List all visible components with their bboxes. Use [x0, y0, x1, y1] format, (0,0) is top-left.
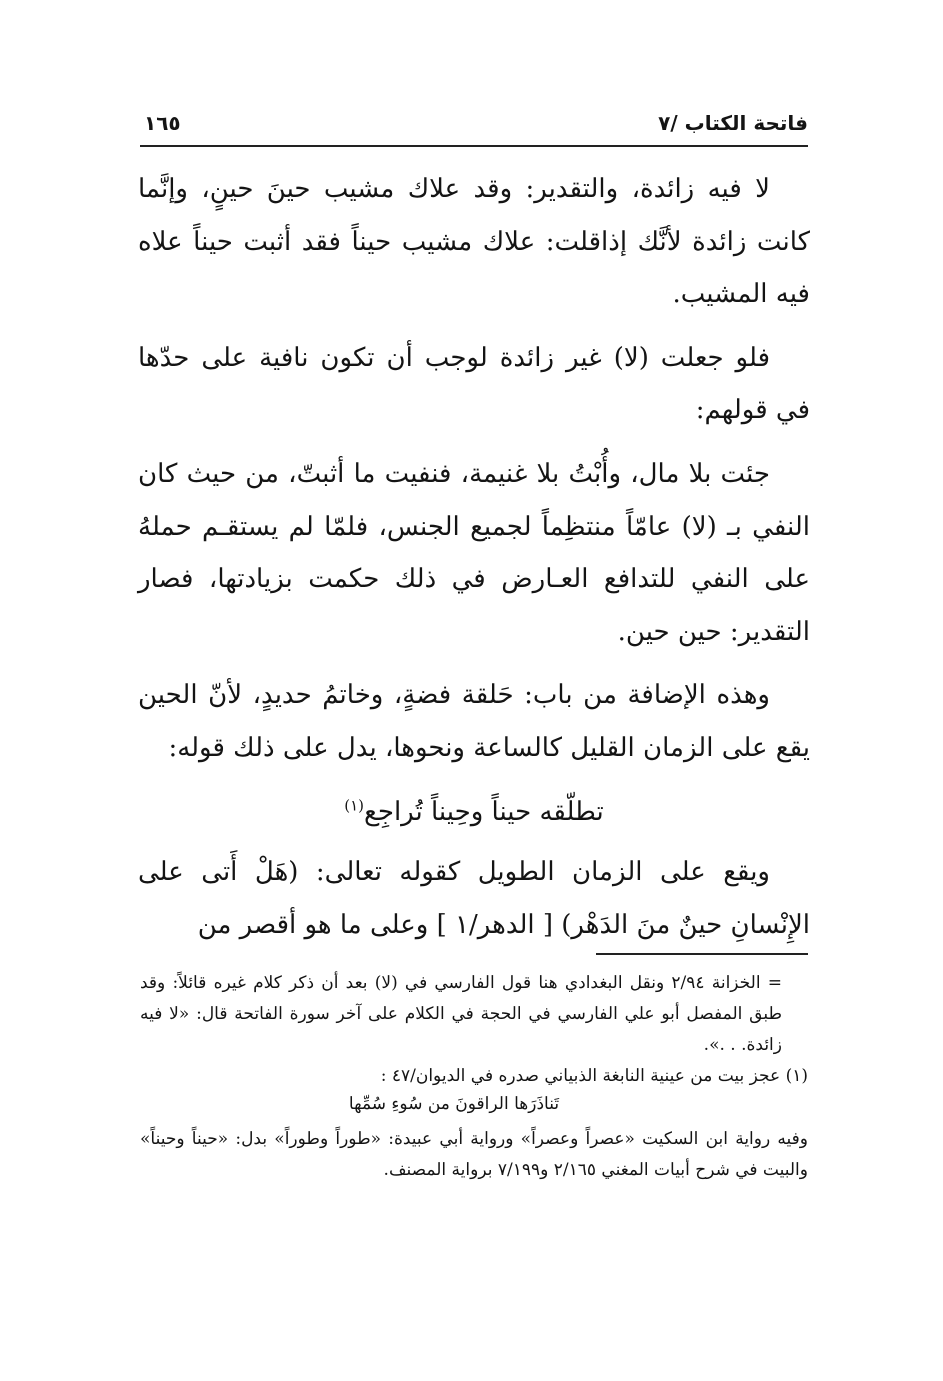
footnotes [140, 968, 808, 1186]
footnote-1: (١) عجز بيت من عينية النابغة الذبياني صدره في الديوان/٤٧ : [380, 1066, 808, 1086]
footnote-divider [596, 953, 808, 955]
running-header [140, 105, 808, 147]
paragraph: جئت بلا مال، وأُبْتُ بلا غنيمة، فنفيت ما أثبتّ، من حيث كان النفي بـ (لا) عامّاً منتظِماً لجميع الجنس، فلمّا لم يستقـم حملهُ على النفي للتدافع العـارض في ذلك حكمت بزيادتها، فصار التقدير: حين حين. [138, 458, 810, 647]
paragraph: وهذه الإضافة من باب: حَلقة فضةٍ، وخاتمُ حديدٍ، لأنّ الحين يقع على الزمان القليل كالساعة ونحوها، يدل على ذلك قوله: [138, 680, 810, 763]
paragraph: فلو جعلت (لا) غير زائدة لوجب أن تكون نافية على حدّها في قولهم: [138, 342, 810, 426]
main-text [138, 163, 810, 962]
footnote-verse: تَناذَرَها الراقونَ من سُوءِ سُمِّها [348, 1094, 560, 1114]
footnote-reference: (١) [344, 795, 365, 814]
footnote-continuation: = الخزانة ٢/٩٤ ونقل البغدادي هنا قول الفارسي في (لا) بعد أن ذكر كلام غيره قائلاً: وقد طبق المفصل أبو علي الفارسي في الحجة في الكلام على آخر سورة الفاتحة قال: «لا فيه زائدة. . .». [140, 973, 782, 1055]
paragraph: ويقع على الزمان الطويل كقوله تعالى: (هَلْ أَتى على الإِنْسانِ حينٌ منَ الدَهْر) [ الدهر/١ ] وعلى ما هو أقصر من [138, 857, 810, 940]
chapter-title: فاتحة الكتاب /٧ [658, 111, 808, 135]
footnote-1-continuation: وفيه رواية ابن السكيت «عصراً وعصراً» ورواية أبي عبيدة: «طوراً وطوراً» بدل: «حيناً وحيناً» والبيت في شرح أبيات المغني ٢/١٦٥ و٧/١٩٩ برواية المصنف. [140, 1129, 808, 1180]
quoted-verse [138, 786, 810, 839]
page-number: ١٦٥ [144, 111, 181, 135]
verse-text: تطلّقه حيناً وحِيناً تُراجِع [364, 796, 604, 827]
paragraph: لا فيه زائدة، والتقدير: وقد علاك مشيب حينَ حينٍ، وإنَّما كانت زائدة لأنَّك إذاقلت: علاك مشيب حيناً فقد أثبت حيناً علاه فيه المشيب. [138, 174, 810, 310]
